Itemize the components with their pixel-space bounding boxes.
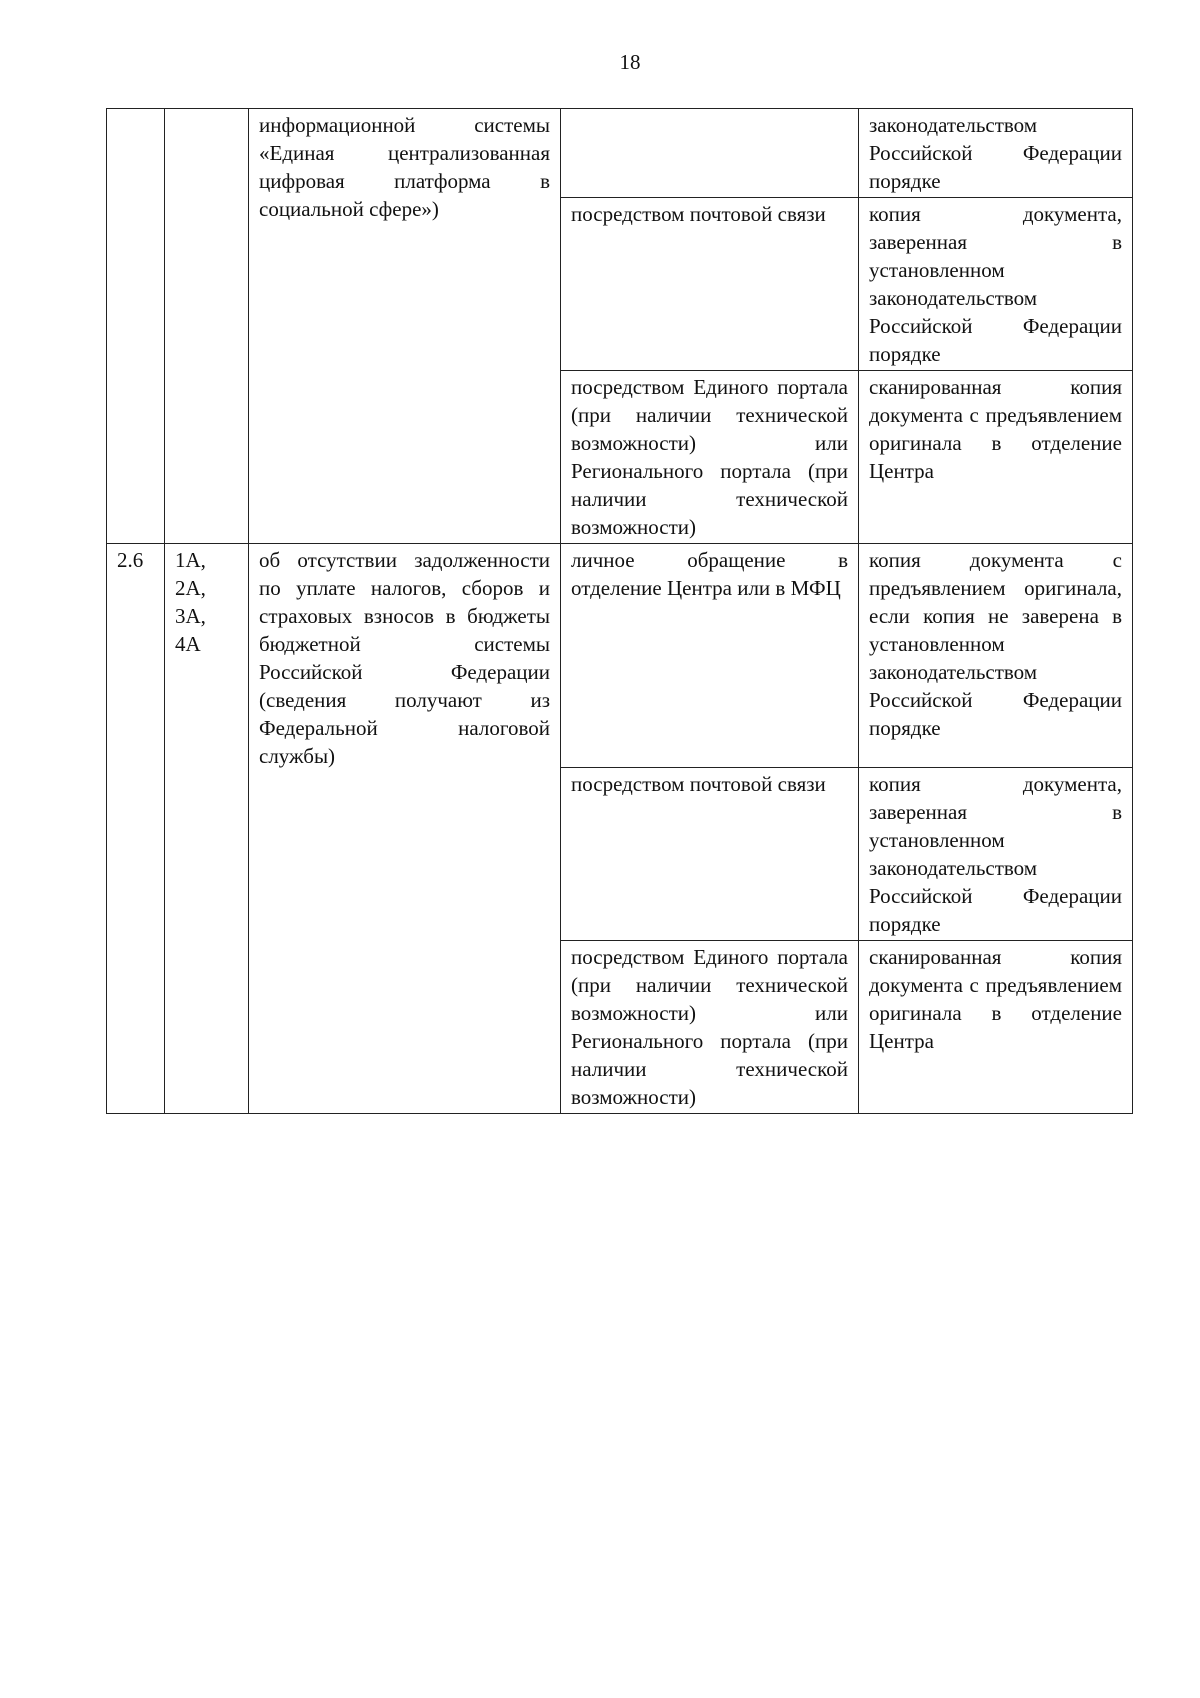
row-categories-cell [165,544,249,1114]
row-number-cell: 2.6 [107,544,165,1114]
table-row [107,109,1133,198]
document-requirement-cell: копия документа с предъявлением оригинала, если копия не заверена в установленном законодательством Российской Федерации порядке [859,544,1133,768]
submission-method-cell: личное обращение в отделение Центра или в МФЦ [561,544,859,768]
document-requirement-cell: сканированная копия документа с предъявлением оригинала в отделение Центра [859,371,1133,544]
documents-table [106,108,1133,1114]
page-number: 18 [619,50,641,74]
document-requirement-cell: законодательством Российской Федерации порядке [859,109,1133,198]
document-name-cell: информационной системы «Единая централизованная цифровая платформа в социальной сфере») [249,109,561,544]
submission-method-cell [561,109,859,198]
submission-method-cell: посредством Единого портала (при наличии технической возможности) или Регионального портала (при наличии технической возможности) [561,941,859,1114]
document-requirement-cell: копия документа, заверенная в установленном законодательством Российской Федерации порядке [859,768,1133,941]
category-label: 1А, [175,548,206,572]
row-categories-cell [165,109,249,544]
submission-method-cell: посредством почтовой связи [561,198,859,371]
row-number-cell [107,109,165,544]
submission-method-cell: посредством Единого портала (при наличии технической возможности) или Регионального портала (при наличии технической возможности) [561,371,859,544]
category-label: 2А, [175,576,206,600]
category-label: 4А [175,632,201,656]
category-label: 3А, [175,604,206,628]
submission-method-cell: посредством почтовой связи [561,768,859,941]
table-row [107,544,1133,768]
document-requirement-cell: сканированная копия документа с предъявлением оригинала в отделение Центра [859,941,1133,1114]
document-requirement-cell: копия документа, заверенная в установленном законодательством Российской Федерации порядке [859,198,1133,371]
document-name-cell: об отсутствии задолженности по уплате налогов, сборов и страховых взносов в бюджеты бюджетной системы Российской Федерации (сведения получают из Федеральной налоговой службы) [249,544,561,1114]
